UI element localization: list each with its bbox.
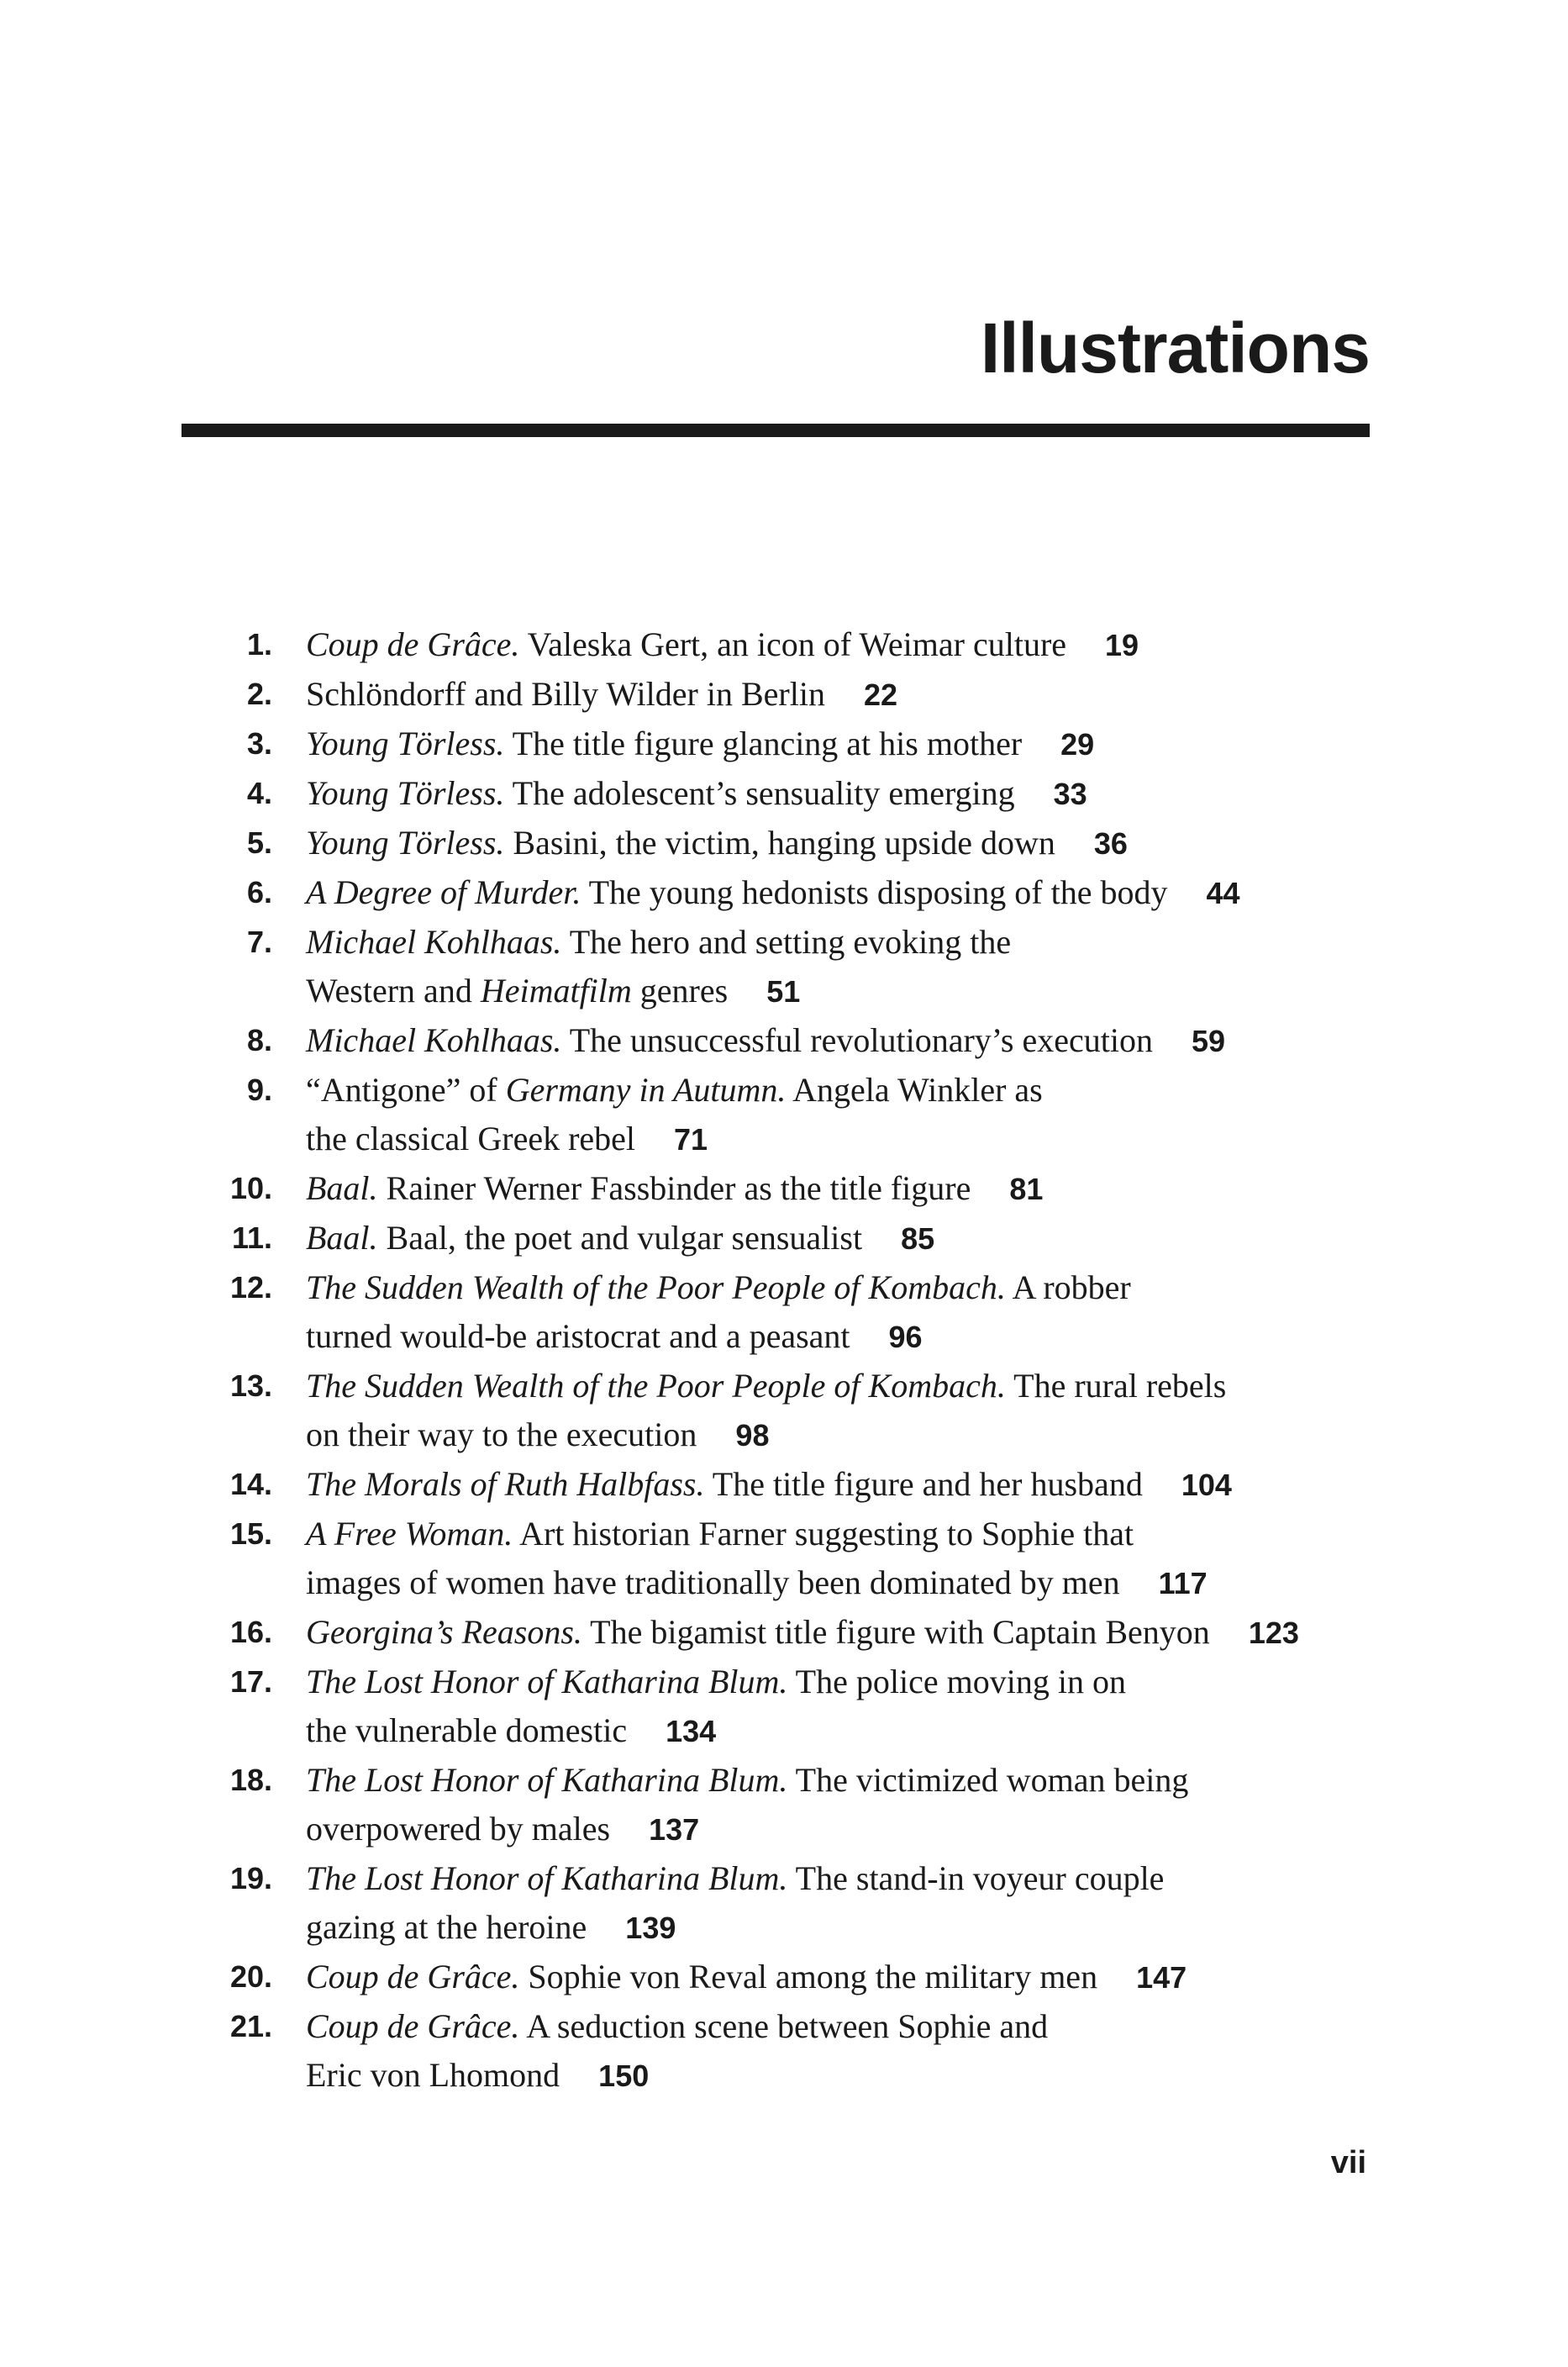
entry-page: 104 — [1181, 1468, 1232, 1502]
entry-number: 14. — [229, 1467, 272, 1501]
list-item — [210, 670, 1386, 720]
entry-caption: The young hedonists disposing of the body — [581, 873, 1168, 911]
list-item — [210, 1953, 1386, 2002]
entry-title: The Lost Honor of Katharina Blum. — [306, 1859, 788, 1897]
entry-title: A Degree of Murder. — [306, 873, 581, 911]
entry-number: 3. — [246, 726, 272, 761]
entry-title: A Free Woman. — [306, 1515, 513, 1553]
entry-title: The Lost Honor of Katharina Blum. — [306, 1663, 788, 1700]
entry-number: 19. — [229, 1861, 272, 1895]
entry-caption-continued: overpowered by males — [306, 1810, 611, 1848]
entry-title: Coup de Grâce. — [306, 625, 520, 663]
entry-page: 134 — [666, 1714, 717, 1748]
entry-caption: A robber — [1005, 1268, 1131, 1306]
page-title: Illustrations — [980, 308, 1370, 387]
list-item — [210, 1854, 1386, 1953]
entry-caption-continued: gazing at the heroine — [306, 1908, 587, 1946]
entry-caption: Schlöndorff and Billy Wilder in Berlin — [306, 675, 825, 713]
entry-number: 18. — [229, 1763, 272, 1797]
entry-caption: The hero and setting evoking the — [561, 923, 1012, 961]
entry-number: 7. — [246, 925, 272, 959]
list-item — [210, 1362, 1386, 1460]
entry-caption-continued: the vulnerable domestic — [306, 1711, 628, 1749]
entry-title: Michael Kohlhaas. — [306, 1021, 562, 1059]
entry-caption: Valeska Gert, an icon of Weimar culture — [519, 625, 1067, 663]
list-item — [210, 1016, 1386, 1066]
entry-page: 81 — [1009, 1172, 1044, 1206]
entry-caption: Art historian Farner suggesting to Sophie that — [513, 1515, 1134, 1553]
entry-number: 6. — [246, 875, 272, 909]
entry-number: 13. — [229, 1368, 272, 1403]
entry-caption: The adolescent’s sensuality emerging — [504, 774, 1015, 812]
entry-page: 85 — [901, 1221, 935, 1256]
title-rule — [182, 424, 1370, 437]
entry-title: Michael Kohlhaas. — [306, 923, 562, 961]
entry-page: 98 — [735, 1418, 770, 1452]
entry-page: 96 — [888, 1320, 923, 1354]
entry-caption: The rural rebels — [1005, 1367, 1227, 1405]
entry-page: 29 — [1060, 727, 1095, 762]
entry-caption: Basini, the victim, hanging upside down — [504, 824, 1055, 862]
entry-number: 15. — [229, 1516, 272, 1551]
entry-caption-continued: images of women have traditionally been dominated by men — [306, 1563, 1120, 1601]
entry-caption-continued: Western and — [306, 972, 481, 1010]
entry-number: 5. — [246, 825, 272, 860]
list-item — [210, 819, 1386, 868]
entry-page: 22 — [863, 677, 897, 712]
entry-number: 20. — [229, 1959, 272, 1994]
entry-page: 51 — [766, 974, 801, 1009]
entry-number: 1. — [246, 627, 272, 662]
entry-caption: The police moving in on — [787, 1663, 1126, 1700]
entry-caption: Rainer Werner Fassbinder as the title figure — [377, 1169, 971, 1207]
entry-number: 12. — [229, 1270, 272, 1305]
entry-caption-italic: Heimatfilm — [480, 972, 632, 1010]
entry-title: Coup de Grâce. — [306, 2007, 520, 2045]
list-item — [210, 1066, 1386, 1164]
entry-caption-continued: Eric von Lhomond — [306, 2056, 560, 2094]
entry-caption: The unsuccessful revolutionary’s execution — [561, 1021, 1153, 1059]
entry-caption: The title figure and her husband — [704, 1465, 1143, 1503]
list-item — [210, 1510, 1386, 1608]
entry-caption: Angela Winkler as — [786, 1071, 1043, 1109]
entry-number: 16. — [229, 1615, 272, 1649]
entry-page: 59 — [1191, 1024, 1225, 1058]
entry-caption-continued: turned would-be aristocrat and a peasant — [306, 1317, 850, 1355]
entry-number: 17. — [229, 1664, 272, 1699]
entry-number: 4. — [246, 776, 272, 810]
entry-title: The Sudden Wealth of the Poor People of Kombach. — [306, 1268, 1006, 1306]
entry-caption-continued: on their way to the execution — [306, 1415, 697, 1453]
entry-caption-continued: the classical Greek rebel — [306, 1120, 636, 1157]
list-item — [210, 1460, 1386, 1510]
entry-caption: The bigamist title figure with Captain Benyon — [581, 1613, 1210, 1651]
entry-page: 19 — [1105, 628, 1139, 662]
list-item — [210, 720, 1386, 769]
entry-caption: Sophie von Reval among the military men — [519, 1958, 1098, 1995]
list-item — [210, 2002, 1386, 2101]
entry-title: Young Törless. — [306, 725, 505, 762]
entry-caption: Baal, the poet and vulgar sensualist — [377, 1219, 863, 1257]
entry-page: 33 — [1053, 777, 1087, 811]
entry-caption: The victimized woman being — [787, 1761, 1189, 1799]
entry-number: 9. — [246, 1073, 272, 1107]
list-item — [210, 868, 1386, 918]
entry-caption: “Antigone” of — [306, 1071, 506, 1109]
entry-number: 11. — [231, 1220, 272, 1255]
entry-page: 117 — [1158, 1566, 1208, 1600]
entry-title: The Sudden Wealth of the Poor People of Kombach. — [306, 1367, 1006, 1405]
entry-caption: The stand-in voyeur couple — [787, 1859, 1165, 1897]
list-item — [210, 1756, 1386, 1854]
page-number: vii — [1330, 2145, 1366, 2180]
entry-number: 8. — [246, 1023, 272, 1057]
entry-page: 137 — [649, 1812, 700, 1847]
entry-page: 123 — [1248, 1616, 1299, 1650]
entry-number: 10. — [229, 1171, 272, 1205]
list-item — [210, 1263, 1386, 1362]
entry-title: The Lost Honor of Katharina Blum. — [306, 1761, 788, 1799]
entry-title: Baal. — [306, 1169, 378, 1207]
list-item — [210, 769, 1386, 819]
entry-title: The Morals of Ruth Halbfass. — [306, 1465, 705, 1503]
list-item — [210, 1608, 1386, 1658]
entry-page: 44 — [1206, 876, 1240, 910]
entry-page: 150 — [598, 2059, 650, 2093]
entry-title: Young Törless. — [306, 774, 505, 812]
illustrations-list — [210, 620, 1386, 2101]
entry-page: 36 — [1093, 826, 1128, 861]
entry-title: Young Törless. — [306, 824, 505, 862]
entry-page: 147 — [1136, 1960, 1187, 1995]
entry-caption-continued: genres — [631, 972, 729, 1010]
entry-title: Georgina’s Reasons. — [306, 1613, 582, 1651]
entry-title: Coup de Grâce. — [306, 1958, 520, 1995]
entry-number: 2. — [246, 677, 272, 711]
list-item — [210, 918, 1386, 1016]
entry-title: Baal. — [306, 1219, 378, 1257]
list-item — [210, 1214, 1386, 1263]
entry-page: 71 — [674, 1122, 708, 1157]
entry-caption: A seduction scene between Sophie and — [519, 2007, 1049, 2045]
list-item — [210, 1658, 1386, 1756]
entry-number: 21. — [229, 2009, 272, 2043]
entry-caption: The title figure glancing at his mother — [504, 725, 1023, 762]
list-item — [210, 1164, 1386, 1214]
entry-page: 139 — [625, 1911, 676, 1945]
list-item — [210, 620, 1386, 670]
entry-caption-italic: Germany in Autumn. — [505, 1071, 787, 1109]
